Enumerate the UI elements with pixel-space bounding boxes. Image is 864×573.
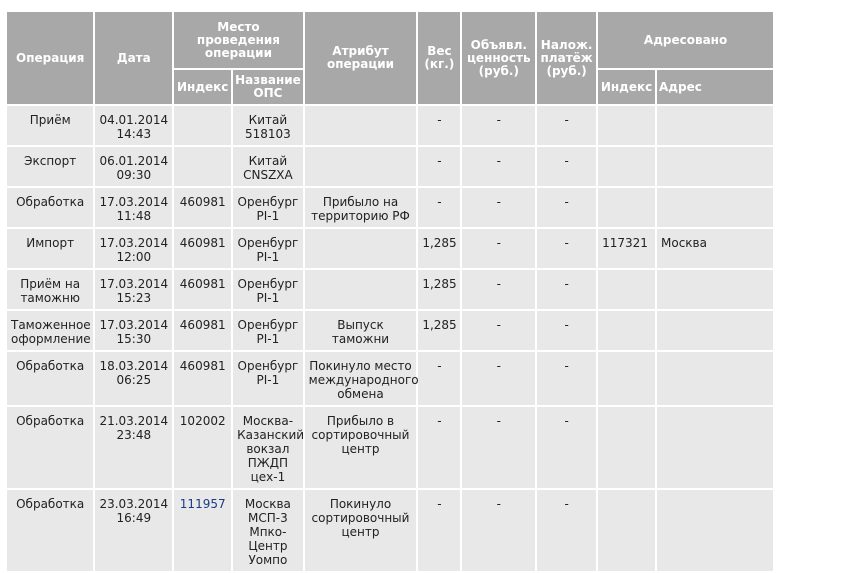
table-row: [7, 106, 773, 145]
row-declared-value: -: [462, 106, 535, 145]
table-row: [7, 352, 773, 405]
row-weight: 1,285: [418, 229, 460, 268]
row-cod: -: [537, 188, 596, 227]
row-index[interactable]: 111957: [174, 490, 231, 571]
row-addr: [657, 407, 773, 488]
row-declared-value: -: [462, 352, 535, 405]
row-operation: Обработка: [7, 352, 93, 405]
row-addr-index: [598, 270, 655, 309]
row-place: Оренбург PI-1: [233, 311, 303, 350]
row-addr: [657, 270, 773, 309]
row-weight: -: [418, 352, 460, 405]
row-date: 18.03.2014 06:25: [95, 352, 172, 405]
row-place: Оренбург PI-1: [233, 352, 303, 405]
row-date: 21.03.2014 23:48: [95, 407, 172, 488]
row-attribute: Прибыло в сортировочный центр: [305, 407, 417, 488]
row-cod: -: [537, 229, 596, 268]
row-addr: [657, 311, 773, 350]
row-cod: -: [537, 106, 596, 145]
row-place: Китай 518103: [233, 106, 303, 145]
row-operation: Экспорт: [7, 147, 93, 186]
header-weight: Вес (кг.): [418, 12, 460, 104]
row-operation: Таможенное оформление: [7, 311, 93, 350]
table-row: [7, 188, 773, 227]
row-cod: -: [537, 407, 596, 488]
row-operation: Приём на таможню: [7, 270, 93, 309]
row-index: 460981: [174, 311, 231, 350]
row-place: Оренбург PI-1: [233, 270, 303, 309]
row-addr: [657, 490, 773, 571]
row-date: 17.03.2014 12:00: [95, 229, 172, 268]
row-date: 23.03.2014 16:49: [95, 490, 172, 571]
row-cod: -: [537, 490, 596, 571]
header-cod: Налож. платёж (руб.): [537, 12, 596, 104]
row-weight: -: [418, 106, 460, 145]
table-row: [7, 311, 773, 350]
row-addr-index: [598, 188, 655, 227]
header-addr-index: Индекс: [598, 70, 655, 104]
row-addr: [657, 188, 773, 227]
row-place: Оренбург PI-1: [233, 229, 303, 268]
row-declared-value: -: [462, 490, 535, 571]
row-declared-value: -: [462, 311, 535, 350]
header-addressed: Адресовано: [598, 12, 773, 68]
row-declared-value: -: [462, 270, 535, 309]
row-operation: Импорт: [7, 229, 93, 268]
row-weight: -: [418, 407, 460, 488]
row-index: 460981: [174, 270, 231, 309]
row-declared-value: -: [462, 147, 535, 186]
row-weight: 1,285: [418, 311, 460, 350]
row-date: 04.01.2014 14:43: [95, 106, 172, 145]
row-addr: [657, 352, 773, 405]
row-declared-value: -: [462, 188, 535, 227]
table-row: [7, 490, 773, 571]
row-weight: -: [418, 188, 460, 227]
row-addr: Москва: [657, 229, 773, 268]
row-index: 460981: [174, 352, 231, 405]
row-index: 102002: [174, 407, 231, 488]
tracking-table-viewport: [5, 10, 728, 567]
row-operation: Обработка: [7, 490, 93, 571]
tracking-table: [5, 10, 775, 573]
header-date: Дата: [95, 12, 172, 104]
header-place: Место проведения операции: [174, 12, 302, 68]
row-cod: -: [537, 311, 596, 350]
row-weight: 1,285: [418, 270, 460, 309]
row-addr-index: [598, 147, 655, 186]
row-date: 17.03.2014 15:30: [95, 311, 172, 350]
row-addr-index: [598, 311, 655, 350]
row-index: [174, 147, 231, 186]
table-row: [7, 407, 773, 488]
row-date: 17.03.2014 11:48: [95, 188, 172, 227]
header-attribute: Атрибут операции: [305, 12, 417, 104]
header-place-index: Индекс: [174, 70, 231, 104]
row-attribute: Покинуло место международного обмена: [305, 352, 417, 405]
row-attribute: Выпуск таможни: [305, 311, 417, 350]
row-attribute: Прибыло на территорию РФ: [305, 188, 417, 227]
row-addr-index: 117321: [598, 229, 655, 268]
row-cod: -: [537, 147, 596, 186]
row-date: 17.03.2014 15:23: [95, 270, 172, 309]
row-attribute: [305, 270, 417, 309]
row-place: Китай CNSZXA: [233, 147, 303, 186]
row-addr: [657, 106, 773, 145]
row-index: 460981: [174, 229, 231, 268]
row-addr: [657, 147, 773, 186]
header-declared-value: Объявл. ценность (руб.): [462, 12, 535, 104]
row-operation: Приём: [7, 106, 93, 145]
row-addr-index: [598, 490, 655, 571]
header-place-name: Название ОПС: [233, 70, 303, 104]
row-addr-index: [598, 352, 655, 405]
table-row: [7, 229, 773, 268]
row-index: 460981: [174, 188, 231, 227]
header-addr-address: Адрес: [657, 70, 773, 104]
row-addr-index: [598, 106, 655, 145]
table-row: [7, 147, 773, 186]
table-row: [7, 270, 773, 309]
row-place: Москва МСП-3 Мпко-Центр Уомпо: [233, 490, 303, 571]
row-index: [174, 106, 231, 145]
row-attribute: [305, 106, 417, 145]
header-operation: Операция: [7, 12, 93, 104]
row-addr-index: [598, 407, 655, 488]
row-attribute: Покинуло сортировочный центр: [305, 490, 417, 571]
row-operation: Обработка: [7, 407, 93, 488]
row-place: Москва-Казанский вокзал ПЖДП цех-1: [233, 407, 303, 488]
row-weight: -: [418, 147, 460, 186]
row-cod: -: [537, 270, 596, 309]
row-weight: -: [418, 490, 460, 571]
row-attribute: [305, 147, 417, 186]
row-place: Оренбург PI-1: [233, 188, 303, 227]
row-date: 06.01.2014 09:30: [95, 147, 172, 186]
row-declared-value: -: [462, 229, 535, 268]
row-operation: Обработка: [7, 188, 93, 227]
row-declared-value: -: [462, 407, 535, 488]
row-attribute: [305, 229, 417, 268]
row-cod: -: [537, 352, 596, 405]
